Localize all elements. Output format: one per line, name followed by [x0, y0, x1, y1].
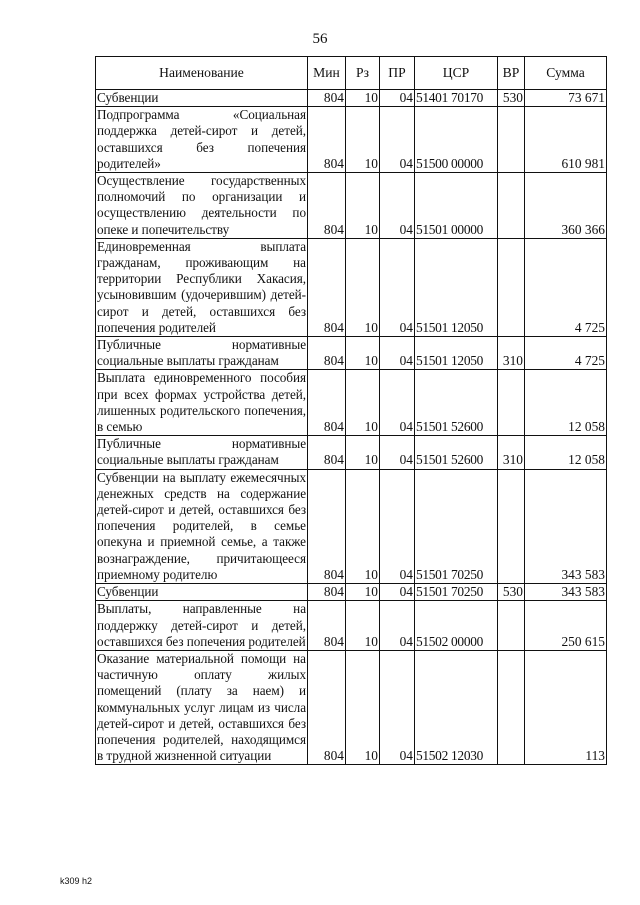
- cell-sum: 113: [525, 650, 607, 764]
- cell-csr: 51501 12050: [415, 337, 498, 370]
- footer-code: k309 h2: [60, 876, 93, 886]
- cell-rz: 10: [346, 584, 380, 601]
- table-row: [96, 370, 607, 436]
- cell-pr: 04: [380, 370, 415, 436]
- cell-pr: 04: [380, 107, 415, 173]
- cell-csr: 51501 12050: [415, 238, 498, 336]
- cell-pr: 04: [380, 584, 415, 601]
- cell-name: Выплаты, направленные на поддержку детей-сирот и детей, оставшихся без попечения родителей: [97, 601, 306, 649]
- cell-vr: [498, 601, 525, 651]
- table-row: [96, 337, 607, 370]
- page-number: 56: [312, 31, 328, 47]
- cell-pr: 04: [380, 469, 415, 583]
- table-row: [96, 584, 607, 601]
- header-rz: Рз: [346, 57, 380, 90]
- cell-csr: 51502 12030: [415, 650, 498, 764]
- cell-csr: 51501 70250: [415, 469, 498, 583]
- cell-csr: 51501 70250: [415, 584, 498, 601]
- cell-name: Публичные нормативные социальные выплаты гражданам: [97, 436, 306, 468]
- cell-pr: 04: [380, 650, 415, 764]
- cell-min: 804: [308, 436, 346, 469]
- cell-pr: 04: [380, 238, 415, 336]
- header-sum: Сумма: [525, 57, 607, 90]
- header-min: Мин: [308, 57, 346, 90]
- cell-rz: 10: [346, 107, 380, 173]
- cell-pr: 04: [380, 436, 415, 469]
- budget-table: [95, 56, 607, 765]
- cell-csr: 51501 52600: [415, 370, 498, 436]
- cell-rz: 10: [346, 469, 380, 583]
- cell-rz: 10: [346, 238, 380, 336]
- cell-vr: 310: [498, 337, 525, 370]
- cell-pr: 04: [380, 601, 415, 651]
- header-csr: ЦСР: [415, 57, 498, 90]
- cell-vr: [498, 238, 525, 336]
- cell-name: Подпрограмма «Социальная поддержка детей-сирот и детей, оставшихся без попечения родителей»: [97, 107, 306, 171]
- cell-min: 804: [308, 469, 346, 583]
- table-row: [96, 90, 607, 107]
- cell-name: Публичные нормативные социальные выплаты гражданам: [97, 337, 306, 369]
- table-row: [96, 436, 607, 469]
- cell-sum: 610 981: [525, 107, 607, 173]
- cell-vr: [498, 469, 525, 583]
- cell-sum: 12 058: [525, 370, 607, 436]
- cell-min: 804: [308, 173, 346, 239]
- cell-rz: 10: [346, 650, 380, 764]
- table-row: [96, 173, 607, 239]
- cell-pr: 04: [380, 90, 415, 107]
- cell-rz: 10: [346, 601, 380, 651]
- table-header-row: [96, 57, 607, 90]
- cell-rz: 10: [346, 90, 380, 107]
- cell-csr: 51502 00000: [415, 601, 498, 651]
- cell-rz: 10: [346, 436, 380, 469]
- cell-min: 804: [308, 601, 346, 651]
- cell-csr: 51401 70170: [415, 90, 498, 107]
- cell-min: 804: [308, 650, 346, 764]
- cell-vr: 530: [498, 584, 525, 601]
- cell-sum: 343 583: [525, 584, 607, 601]
- cell-vr: 530: [498, 90, 525, 107]
- cell-vr: [498, 370, 525, 436]
- cell-min: 804: [308, 238, 346, 336]
- cell-pr: 04: [380, 337, 415, 370]
- cell-vr: 310: [498, 436, 525, 469]
- cell-sum: 73 671: [525, 90, 607, 107]
- cell-name: Осуществление государственных полномочий по организации и осуществлению деятельности по опеке и попечительству: [97, 173, 306, 237]
- cell-min: 804: [308, 584, 346, 601]
- cell-name: Выплата единовременного пособия при всех формах устройства детей, лишенных родительского попечения, в семью: [97, 370, 306, 435]
- table-row: [96, 469, 607, 583]
- table-row: [96, 107, 607, 173]
- cell-name: Субвенции: [96, 90, 308, 107]
- cell-name: Субвенции на выплату ежемесячных денежных средств на содержание детей-сирот и детей, оставшихся без попечения родителей, в семье опекуна и приемной семье, а также вознаграждение, причитающееся приемному родителю: [97, 469, 306, 582]
- cell-rz: 10: [346, 173, 380, 239]
- cell-rz: 10: [346, 370, 380, 436]
- cell-min: 804: [308, 370, 346, 436]
- cell-vr: [498, 173, 525, 239]
- cell-sum: 4 725: [525, 238, 607, 336]
- cell-sum: 250 615: [525, 601, 607, 651]
- cell-name: Оказание материальной помощи на частичную оплату жилых помещений (плату за наем) и коммунальных услуг лицам из числа детей-сирот и детей, оставшихся без попечения родителей, находящимся в трудной жизненной ситуации: [97, 650, 306, 764]
- cell-vr: [498, 107, 525, 173]
- header-pr: ПР: [380, 57, 415, 90]
- cell-sum: 343 583: [525, 469, 607, 583]
- table-row: [96, 650, 607, 764]
- cell-min: 804: [308, 107, 346, 173]
- header-name: Наименование: [96, 57, 308, 90]
- table-row: [96, 238, 607, 336]
- cell-csr: 51501 00000: [415, 173, 498, 239]
- table-row: [96, 601, 607, 651]
- cell-csr: 51500 00000: [415, 107, 498, 173]
- cell-name: Единовременная выплата гражданам, проживающим на территории Республики Хакасия, усыновившим (удочерившим) детей-сирот и детей, оставшихся без попечения родителей: [97, 238, 306, 335]
- cell-min: 804: [308, 337, 346, 370]
- cell-name: Субвенции: [96, 584, 308, 601]
- cell-sum: 4 725: [525, 337, 607, 370]
- cell-min: 804: [308, 90, 346, 107]
- cell-vr: [498, 650, 525, 764]
- cell-sum: 12 058: [525, 436, 607, 469]
- cell-sum: 360 366: [525, 173, 607, 239]
- header-vr: ВР: [498, 57, 525, 90]
- cell-csr: 51501 52600: [415, 436, 498, 469]
- cell-pr: 04: [380, 173, 415, 239]
- cell-rz: 10: [346, 337, 380, 370]
